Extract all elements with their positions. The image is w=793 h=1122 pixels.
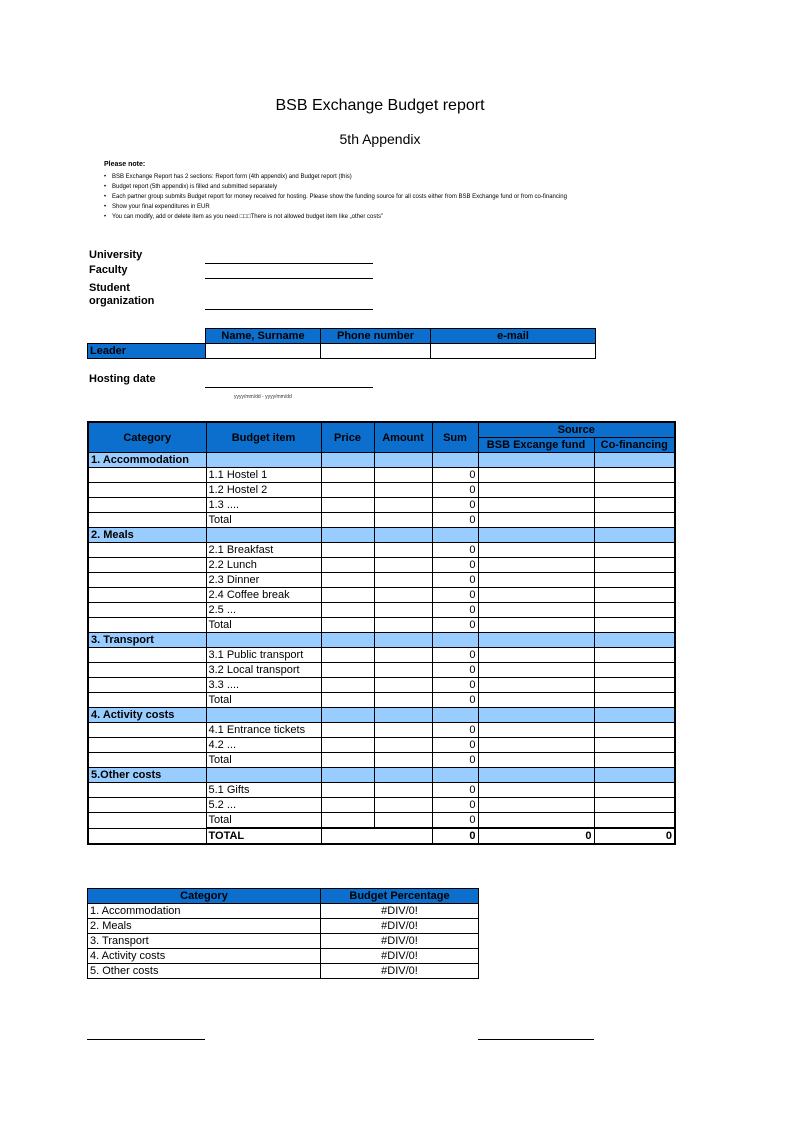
percentage-table	[87, 888, 479, 979]
category-row	[88, 708, 675, 723]
bsb-fund-cell[interactable]	[478, 813, 594, 829]
amount-cell[interactable]	[374, 513, 432, 528]
sum-cell: 0	[432, 723, 478, 738]
category-cell	[374, 708, 432, 723]
category-cell	[432, 528, 478, 543]
category-row	[88, 453, 675, 468]
cofinancing-cell[interactable]	[594, 783, 675, 798]
category-name: 4. Activity costs	[88, 708, 206, 723]
sum-cell: 0	[432, 588, 478, 603]
faculty-field[interactable]	[205, 278, 373, 279]
page-subtitle: 5th Appendix	[339, 131, 421, 147]
pct-row	[88, 904, 479, 919]
sum-cell: 0	[432, 558, 478, 573]
category-cell	[478, 528, 594, 543]
budget-row	[88, 573, 675, 588]
category-cell	[206, 633, 321, 648]
bsb-fund-cell[interactable]	[478, 798, 594, 813]
category-empty-cell	[88, 558, 206, 573]
notes-list	[104, 172, 634, 222]
notes-heading: Please note:	[104, 161, 146, 168]
cofinancing-cell[interactable]	[594, 663, 675, 678]
price-cell[interactable]	[321, 813, 374, 829]
category-cell	[206, 528, 321, 543]
sum-cell: 0	[432, 753, 478, 768]
price-cell[interactable]	[321, 558, 374, 573]
category-cell	[478, 633, 594, 648]
cofinancing-cell[interactable]	[594, 648, 675, 663]
category-cell	[594, 768, 675, 783]
price-cell[interactable]	[321, 588, 374, 603]
sum-cell: 0	[432, 498, 478, 513]
category-name: 2. Meals	[88, 528, 206, 543]
budget-row	[88, 588, 675, 603]
category-empty-cell	[88, 738, 206, 753]
sum-cell: 0	[432, 693, 478, 708]
amount-cell[interactable]	[374, 783, 432, 798]
hosting-date-field[interactable]	[205, 387, 373, 388]
header-source: Source	[478, 422, 675, 438]
category-cell	[206, 453, 321, 468]
category-cell	[206, 708, 321, 723]
category-cell	[374, 633, 432, 648]
category-cell	[374, 453, 432, 468]
sum-cell: 0	[432, 618, 478, 633]
total-row	[88, 828, 675, 844]
sum-cell: 0	[432, 513, 478, 528]
sum-cell: 0	[432, 483, 478, 498]
budget-item-label: 2.5 ...	[206, 603, 321, 618]
pct-category: 1. Accommodation	[88, 904, 321, 919]
category-empty-cell	[88, 798, 206, 813]
category-row	[88, 633, 675, 648]
budget-item-label: 3.2 Local transport	[206, 663, 321, 678]
budget-item-label: 3.3 ....	[206, 678, 321, 693]
budget-row	[88, 693, 675, 708]
university-field[interactable]	[205, 263, 373, 264]
bsb-fund-cell[interactable]	[478, 498, 594, 513]
contact-header-phone: Phone number	[321, 329, 431, 344]
category-cell	[432, 453, 478, 468]
amount-cell[interactable]	[374, 798, 432, 813]
budget-item-label: 2.2 Lunch	[206, 558, 321, 573]
category-empty-cell	[88, 663, 206, 678]
amount-cell[interactable]	[374, 678, 432, 693]
category-empty-cell	[88, 543, 206, 558]
category-cell	[432, 633, 478, 648]
category-empty-cell	[88, 468, 206, 483]
pct-header-percentage: Budget Percentage	[321, 889, 479, 904]
sum-cell: 0	[432, 543, 478, 558]
price-cell[interactable]	[321, 648, 374, 663]
sum-cell: 0	[432, 648, 478, 663]
cofinancing-cell[interactable]	[594, 618, 675, 633]
student-org-label-line1: Student	[89, 282, 130, 294]
amount-cell[interactable]	[374, 618, 432, 633]
sum-cell: 0	[432, 798, 478, 813]
budget-row	[88, 468, 675, 483]
price-cell[interactable]	[321, 738, 374, 753]
university-label: University	[89, 249, 143, 261]
note-item: • Budget report (5th appendix) is filled and submitted separately	[104, 182, 634, 192]
cofinancing-cell[interactable]	[594, 558, 675, 573]
amount-cell[interactable]	[374, 588, 432, 603]
category-empty-cell	[88, 753, 206, 768]
price-cell[interactable]	[321, 753, 374, 768]
leader-email-cell[interactable]	[431, 344, 596, 359]
bsb-fund-cell[interactable]	[478, 783, 594, 798]
cofinancing-cell[interactable]	[594, 798, 675, 813]
budget-item-label: 4.1 Entrance tickets	[206, 723, 321, 738]
category-row	[88, 528, 675, 543]
amount-cell[interactable]	[374, 558, 432, 573]
budget-item-label: 4.2 ...	[206, 738, 321, 753]
header-category: Category	[88, 422, 206, 453]
contact-corner	[88, 329, 206, 344]
amount-cell[interactable]	[374, 738, 432, 753]
pct-value: #DIV/0!	[321, 904, 479, 919]
price-cell[interactable]	[321, 618, 374, 633]
category-cell	[594, 453, 675, 468]
category-empty-cell	[88, 618, 206, 633]
budget-item-label: 2.3 Dinner	[206, 573, 321, 588]
leader-name-cell[interactable]	[206, 344, 321, 359]
cofinancing-cell[interactable]	[594, 753, 675, 768]
category-name: 1. Accommodation	[88, 453, 206, 468]
category-empty-cell	[88, 783, 206, 798]
header-amount: Amount	[374, 422, 432, 453]
pct-category: 2. Meals	[88, 919, 321, 934]
price-cell[interactable]	[321, 723, 374, 738]
header-price: Price	[321, 422, 374, 453]
cofinancing-cell[interactable]	[594, 588, 675, 603]
date-format-hint: yyyy/mm/dd - yyyy/mm/dd	[234, 394, 292, 400]
category-empty-cell	[88, 498, 206, 513]
contact-header-email: e-mail	[431, 329, 596, 344]
cofinancing-cell[interactable]	[594, 738, 675, 753]
category-row	[88, 768, 675, 783]
price-cell[interactable]	[321, 468, 374, 483]
signature-line-left[interactable]	[87, 1039, 205, 1040]
total-fund: 0	[478, 828, 594, 844]
cofinancing-cell[interactable]	[594, 498, 675, 513]
cofinancing-cell[interactable]	[594, 483, 675, 498]
budget-item-label: 2.4 Coffee break	[206, 588, 321, 603]
category-empty-cell	[88, 693, 206, 708]
sum-cell: 0	[432, 603, 478, 618]
category-empty-cell	[88, 813, 206, 829]
budget-row	[88, 513, 675, 528]
cofinancing-cell[interactable]	[594, 573, 675, 588]
leader-phone-cell[interactable]	[321, 344, 431, 359]
category-cell	[594, 528, 675, 543]
price-cell[interactable]	[321, 603, 374, 618]
amount-cell[interactable]	[374, 498, 432, 513]
category-name: 3. Transport	[88, 633, 206, 648]
price-cell[interactable]	[321, 573, 374, 588]
page-title: BSB Exchange Budget report	[275, 97, 485, 114]
price-cell[interactable]	[321, 513, 374, 528]
price-cell[interactable]	[321, 693, 374, 708]
bsb-fund-cell[interactable]	[478, 603, 594, 618]
amount-cell[interactable]	[374, 693, 432, 708]
total-sum: 0	[432, 828, 478, 844]
amount-cell[interactable]	[374, 483, 432, 498]
budget-item-label: Total	[206, 813, 321, 829]
signature-line-right[interactable]	[478, 1039, 594, 1040]
bsb-fund-cell[interactable]	[478, 543, 594, 558]
category-empty-cell	[88, 483, 206, 498]
total-cofinancing: 0	[594, 828, 675, 844]
budget-item-label: 1.2 Hostel 2	[206, 483, 321, 498]
cofinancing-cell[interactable]	[594, 723, 675, 738]
category-cell	[321, 768, 374, 783]
bsb-fund-cell[interactable]	[478, 573, 594, 588]
budget-item-label: 1.3 ....	[206, 498, 321, 513]
category-cell	[432, 768, 478, 783]
bsb-fund-cell[interactable]	[478, 693, 594, 708]
contact-table	[87, 328, 596, 359]
sum-cell: 0	[432, 663, 478, 678]
budget-row	[88, 558, 675, 573]
category-cell	[321, 528, 374, 543]
bsb-fund-cell[interactable]	[478, 483, 594, 498]
contact-header-name: Name, Surname	[206, 329, 321, 344]
cofinancing-cell[interactable]	[594, 468, 675, 483]
category-empty-cell	[88, 723, 206, 738]
sum-cell: 0	[432, 468, 478, 483]
budget-row	[88, 723, 675, 738]
pct-category: 3. Transport	[88, 934, 321, 949]
price-cell[interactable]	[321, 783, 374, 798]
category-empty-cell	[88, 603, 206, 618]
amount-cell[interactable]	[374, 813, 432, 829]
price-cell[interactable]	[321, 663, 374, 678]
budget-item-label: 1.1 Hostel 1	[206, 468, 321, 483]
budget-item-label: 3.1 Public transport	[206, 648, 321, 663]
price-cell[interactable]	[321, 543, 374, 558]
pct-row	[88, 964, 479, 979]
pct-row	[88, 949, 479, 964]
budget-row	[88, 813, 675, 829]
category-name: 5.Other costs	[88, 768, 206, 783]
amount-cell[interactable]	[374, 723, 432, 738]
cofinancing-cell[interactable]	[594, 693, 675, 708]
category-cell	[478, 768, 594, 783]
category-cell	[321, 708, 374, 723]
category-empty-cell	[88, 573, 206, 588]
cofinancing-cell[interactable]	[594, 813, 675, 829]
budget-item-label: 5.2 ...	[206, 798, 321, 813]
bsb-fund-cell[interactable]	[478, 558, 594, 573]
bsb-fund-cell[interactable]	[478, 663, 594, 678]
note-item: • BSB Exchange Report has 2 sections: Report form (4th appendix) and Budget report (this)	[104, 172, 634, 182]
amount-cell[interactable]	[374, 468, 432, 483]
category-cell	[478, 453, 594, 468]
pct-category: 5. Other costs	[88, 964, 321, 979]
contact-row-label: Leader	[88, 344, 206, 359]
pct-value: #DIV/0!	[321, 919, 479, 934]
header-cofinancing: Co-financing	[594, 438, 675, 453]
cofinancing-cell[interactable]	[594, 543, 675, 558]
bsb-fund-cell[interactable]	[478, 648, 594, 663]
header-bsb-fund: BSB Excange fund	[478, 438, 594, 453]
student-org-field[interactable]	[205, 309, 373, 310]
category-cell	[478, 708, 594, 723]
header-budget-item: Budget item	[206, 422, 321, 453]
amount-cell[interactable]	[374, 663, 432, 678]
sum-cell: 0	[432, 678, 478, 693]
budget-item-label: Total	[206, 693, 321, 708]
budget-item-label: 2.1 Breakfast	[206, 543, 321, 558]
budget-row	[88, 783, 675, 798]
amount-cell[interactable]	[374, 543, 432, 558]
budget-row	[88, 618, 675, 633]
bsb-fund-cell[interactable]	[478, 753, 594, 768]
budget-row	[88, 663, 675, 678]
total-spacer	[321, 828, 432, 844]
category-cell	[594, 708, 675, 723]
budget-row	[88, 798, 675, 813]
budget-row	[88, 648, 675, 663]
price-cell[interactable]	[321, 498, 374, 513]
pct-value: #DIV/0!	[321, 964, 479, 979]
budget-row	[88, 603, 675, 618]
category-cell	[374, 528, 432, 543]
hosting-date-label: Hosting date	[89, 373, 156, 385]
budget-row	[88, 678, 675, 693]
sum-cell: 0	[432, 573, 478, 588]
category-empty-cell	[88, 588, 206, 603]
sum-cell: 0	[432, 738, 478, 753]
bsb-fund-cell[interactable]	[478, 468, 594, 483]
budget-row	[88, 483, 675, 498]
faculty-label: Faculty	[89, 264, 128, 276]
sum-cell: 0	[432, 813, 478, 829]
bsb-fund-cell[interactable]	[478, 723, 594, 738]
amount-cell[interactable]	[374, 648, 432, 663]
bsb-fund-cell[interactable]	[478, 738, 594, 753]
budget-row	[88, 498, 675, 513]
bsb-fund-cell[interactable]	[478, 588, 594, 603]
category-cell	[374, 768, 432, 783]
pct-value: #DIV/0!	[321, 949, 479, 964]
bsb-fund-cell[interactable]	[478, 513, 594, 528]
budget-row	[88, 543, 675, 558]
category-empty-cell	[88, 648, 206, 663]
cofinancing-cell[interactable]	[594, 678, 675, 693]
budget-row	[88, 738, 675, 753]
cofinancing-cell[interactable]	[594, 603, 675, 618]
note-item: • Each partner group submits Budget report for money received for hosting. Please show the funding source for all costs either from BSB Exchange fund or from co-financing	[104, 192, 634, 202]
total-label: TOTAL	[206, 828, 321, 844]
note-item: • Show your final expenditures in EUR	[104, 202, 634, 212]
header-sum: Sum	[432, 422, 478, 453]
price-cell[interactable]	[321, 483, 374, 498]
note-item: • You can modify, add or delete item as you need □□□There is not allowed budget item like „other costs”	[104, 212, 634, 222]
bsb-fund-cell[interactable]	[478, 618, 594, 633]
budget-row	[88, 753, 675, 768]
category-cell	[206, 768, 321, 783]
pct-category: 4. Activity costs	[88, 949, 321, 964]
pct-row	[88, 919, 479, 934]
pct-row	[88, 934, 479, 949]
budget-item-label: Total	[206, 753, 321, 768]
price-cell[interactable]	[321, 678, 374, 693]
total-blank	[88, 828, 206, 844]
bsb-fund-cell[interactable]	[478, 678, 594, 693]
student-org-label-line2: organization	[89, 295, 155, 307]
category-cell	[321, 453, 374, 468]
category-cell	[594, 633, 675, 648]
budget-item-label: Total	[206, 513, 321, 528]
amount-cell[interactable]	[374, 603, 432, 618]
pct-value: #DIV/0!	[321, 934, 479, 949]
category-empty-cell	[88, 513, 206, 528]
amount-cell[interactable]	[374, 753, 432, 768]
amount-cell[interactable]	[374, 573, 432, 588]
category-empty-cell	[88, 678, 206, 693]
budget-table	[87, 421, 676, 845]
price-cell[interactable]	[321, 798, 374, 813]
category-cell	[432, 708, 478, 723]
pct-header-category: Category	[88, 889, 321, 904]
budget-item-label: 5.1 Gifts	[206, 783, 321, 798]
budget-item-label: Total	[206, 618, 321, 633]
category-cell	[321, 633, 374, 648]
sum-cell: 0	[432, 783, 478, 798]
cofinancing-cell[interactable]	[594, 513, 675, 528]
